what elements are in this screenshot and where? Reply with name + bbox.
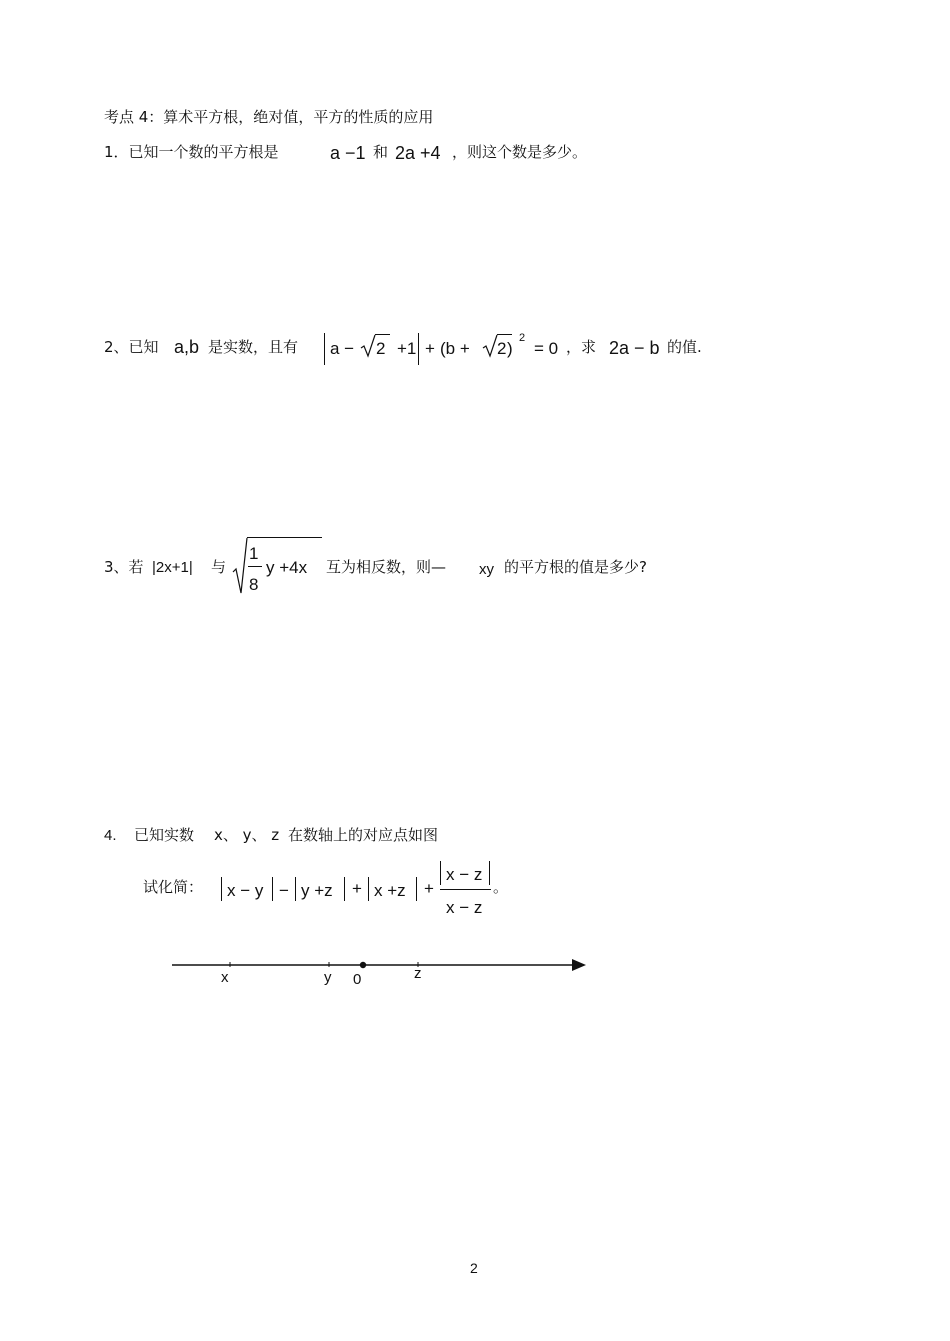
abs2-right — [344, 877, 345, 901]
q2-eq0: = 0 — [534, 339, 559, 358]
sqrt-sign-3 — [232, 537, 248, 595]
frac-abs-right — [489, 861, 490, 885]
q4-suffix: 在数轴上的对应点如图 — [288, 826, 439, 844]
q4-simplify-label: 试化简： — [143, 878, 204, 896]
q3-frac-den: 8 — [249, 575, 259, 594]
q4-t2: y +z — [301, 881, 333, 900]
q4-prefix: 4. — [104, 827, 117, 844]
page-number: 2 — [470, 1260, 478, 1276]
number-line-label-x: x — [221, 969, 229, 986]
q4-fraction-line — [440, 889, 491, 890]
q3-suffix: 的平方根的值是多少? — [504, 558, 647, 576]
q1-prefix: 1．已知一个数的平方根是 — [104, 143, 279, 161]
q3-frac-num: 1 — [249, 544, 259, 563]
q4-minus: − — [279, 881, 289, 900]
q1-suffix: ，则这个数是多少。 — [452, 143, 588, 161]
q2-target: 2a − b — [609, 338, 660, 358]
abs3-left — [368, 877, 369, 901]
sqrt-vinculum-2 — [497, 334, 512, 335]
q1-expr2: 2a +4 — [395, 143, 441, 163]
q3-xy: xy — [479, 561, 494, 578]
q2-vars: a,b — [174, 337, 200, 357]
q4-plus-b: + — [424, 879, 434, 898]
q3-mid: 互为相反数，则— — [326, 558, 447, 576]
q4-t3: x +z — [374, 881, 406, 900]
q3-fraction-line — [248, 566, 262, 567]
q4-vars: x、 y、 z — [214, 826, 280, 844]
q3-with: 与 — [211, 558, 227, 576]
q3-prefix: 3、若 — [104, 558, 144, 576]
q2-paren-open: (b + — [440, 339, 470, 358]
q4-end: 。 — [493, 878, 509, 896]
q2-exponent: 2 — [519, 332, 526, 344]
sqrt-vinculum-3 — [247, 537, 322, 538]
q2-paren-close: ) — [507, 339, 513, 358]
sqrt-vinculum-1 — [375, 334, 390, 335]
section-title: 考点 4：算术平方根，绝对值，平方的性质的应用 — [104, 108, 434, 126]
q4-statement: 已知实数 — [134, 826, 195, 844]
q1-expr1: a −1 — [330, 143, 366, 163]
number-line-label-0: 0 — [353, 971, 362, 988]
abs3-right — [416, 877, 417, 901]
q3-rad-rest: y +4x — [266, 558, 308, 577]
q4-t1: x − y — [227, 881, 264, 900]
number-line-label-z: z — [414, 965, 422, 982]
q4-plus-a: + — [352, 879, 362, 898]
sqrt-sign-2 — [482, 334, 498, 358]
number-line-axis — [170, 955, 590, 975]
abs-bar-right — [418, 333, 419, 365]
q1-and: 和 — [373, 143, 389, 161]
q2-plus1: +1 — [397, 339, 417, 358]
abs1-left — [221, 877, 222, 901]
abs1-right — [272, 877, 273, 901]
q2-comma-ask: ，求 — [566, 338, 597, 356]
q2-suffix: 的值. — [667, 338, 702, 356]
frac-abs-left — [440, 861, 441, 885]
q4-frac-den: x − z — [446, 898, 483, 917]
sqrt-sign-1 — [360, 334, 376, 358]
q2-mid: 是实数，且有 — [208, 338, 299, 356]
q2-prefix: 2、已知 — [104, 338, 159, 356]
number-line-label-y: y — [324, 969, 332, 986]
q2-sqrt2-b: 2 — [497, 339, 507, 358]
q4-frac-num: x − z — [446, 865, 483, 884]
abs2-left — [295, 877, 296, 901]
q2-abs-a: a − — [330, 339, 355, 358]
abs-bar-left — [324, 333, 325, 365]
q2-sqrt2-a: 2 — [376, 339, 386, 358]
q3-abs-expr: |2x+1| — [152, 559, 193, 576]
q2-plus: + — [425, 339, 435, 358]
